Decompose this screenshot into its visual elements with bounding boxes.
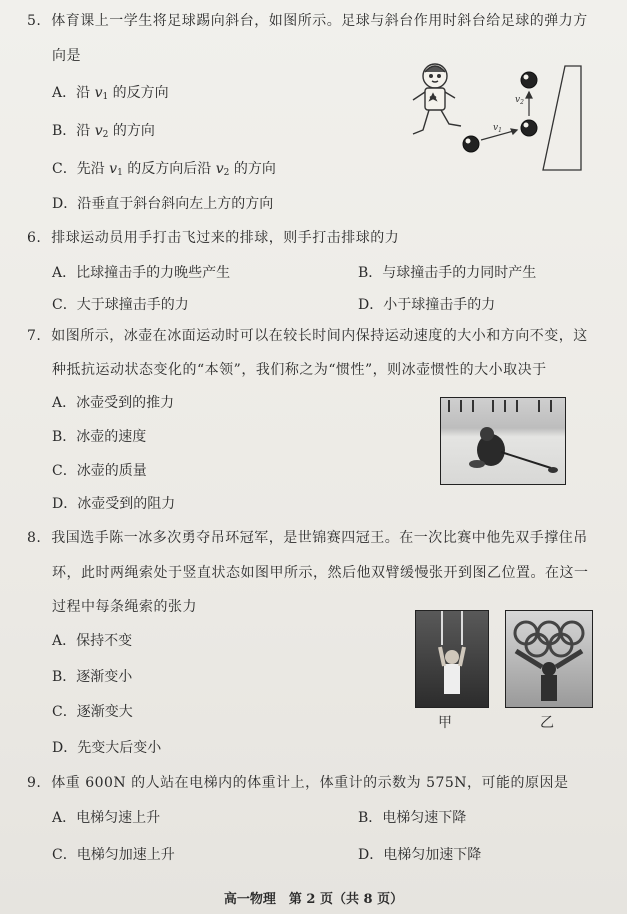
ramp-shape bbox=[543, 66, 581, 170]
question-8-option-b[interactable]: B．逐渐变小 bbox=[52, 669, 133, 685]
question-6-stem: 6. 排球运动员用手打击飞过来的排球，则手打击排球的力 bbox=[27, 230, 400, 246]
question-5-stem-line-2: 向是 bbox=[52, 48, 81, 64]
question-6-option-d[interactable]: D．小于球撞击手的力 bbox=[358, 297, 496, 313]
question-8-option-c[interactable]: C．逐渐变大 bbox=[52, 704, 133, 720]
question-6-option-a[interactable]: A．比球撞击手的力晚些产生 bbox=[52, 265, 231, 281]
question-5-option-c[interactable]: C．先沿 $v_1$ 的反方向后沿 $v_2$ 的方向 bbox=[52, 161, 276, 178]
question-6-option-b[interactable]: B．与球撞击手的力同时产生 bbox=[358, 265, 537, 281]
v1-label: $v_1$ bbox=[493, 123, 502, 134]
kicking-ball-ramp-figure bbox=[405, 58, 595, 178]
question-9-stem: 9. 体重 600N 的人站在电梯内的体重计上，体重计的示数为 575N，可能的原因是 bbox=[27, 775, 569, 791]
question-7-option-b[interactable]: B．冰壶的速度 bbox=[52, 429, 147, 445]
question-6-option-c[interactable]: C．大于球撞击手的力 bbox=[52, 297, 189, 313]
question-8-stem-line-3: 过程中每条绳索的张力 bbox=[52, 599, 197, 615]
rings-photo-jia bbox=[415, 610, 489, 708]
question-7-option-d[interactable]: D．冰壶受到的阻力 bbox=[52, 496, 176, 512]
question-9-option-d[interactable]: D．电梯匀加速下降 bbox=[358, 847, 482, 863]
football-icons bbox=[463, 72, 537, 152]
question-7-stem-line-2: 种抵抗运动状态变化的“本领”，我们称之为“惯性”，则冰壶惯性的大小取决于 bbox=[52, 362, 547, 378]
question-5-option-d[interactable]: D．沿垂直于斜台斜向左上方的方向 bbox=[52, 196, 274, 212]
question-5-stem-line-1: 5. 体育课上一学生将足球踢向斜台，如图所示。足球与斜台作用时斜台给足球的弹力方 bbox=[27, 13, 588, 29]
v2-label: $v_2$ bbox=[515, 95, 524, 106]
question-7-option-c[interactable]: C．冰壶的质量 bbox=[52, 463, 147, 479]
question-7-stem-line-1: 7. 如图所示，冰壶在冰面运动时可以在较长时间内保持运动速度的大小和方向不变，这 bbox=[27, 328, 588, 344]
rings-photo-yi bbox=[505, 610, 593, 708]
question-9-option-b[interactable]: B．电梯匀速下降 bbox=[358, 810, 467, 826]
curling-photo bbox=[440, 397, 566, 485]
question-9-option-a[interactable]: A．电梯匀速上升 bbox=[52, 810, 161, 826]
question-8-option-d[interactable]: D．先变大后变小 bbox=[52, 740, 162, 756]
caption-jia: 甲 bbox=[438, 715, 452, 731]
question-5-option-b[interactable]: B．沿 $v_2$ 的方向 bbox=[52, 123, 155, 140]
student-figure bbox=[413, 64, 461, 134]
question-8-option-a[interactable]: A．保持不变 bbox=[52, 633, 133, 649]
question-8-stem-line-1: 8. 我国选手陈一冰多次勇夺吊环冠军，是世锦赛四冠王。在一次比赛中他先双手撑住吊 bbox=[27, 530, 588, 546]
caption-yi: 乙 bbox=[540, 715, 554, 731]
page-footer: 高一物理 第 2 页（共 8 页） bbox=[223, 892, 404, 907]
question-5-option-a[interactable]: A．沿 $v_1$ 的反方向 bbox=[52, 85, 169, 102]
question-9-option-c[interactable]: C．电梯匀加速上升 bbox=[52, 847, 175, 863]
question-7-option-a[interactable]: A．冰壶受到的推力 bbox=[52, 395, 175, 411]
question-8-stem-line-2: 环，此时两绳索处于竖直状态如图甲所示，然后他双臂缓慢张开到图乙位置。在这一 bbox=[52, 565, 589, 581]
